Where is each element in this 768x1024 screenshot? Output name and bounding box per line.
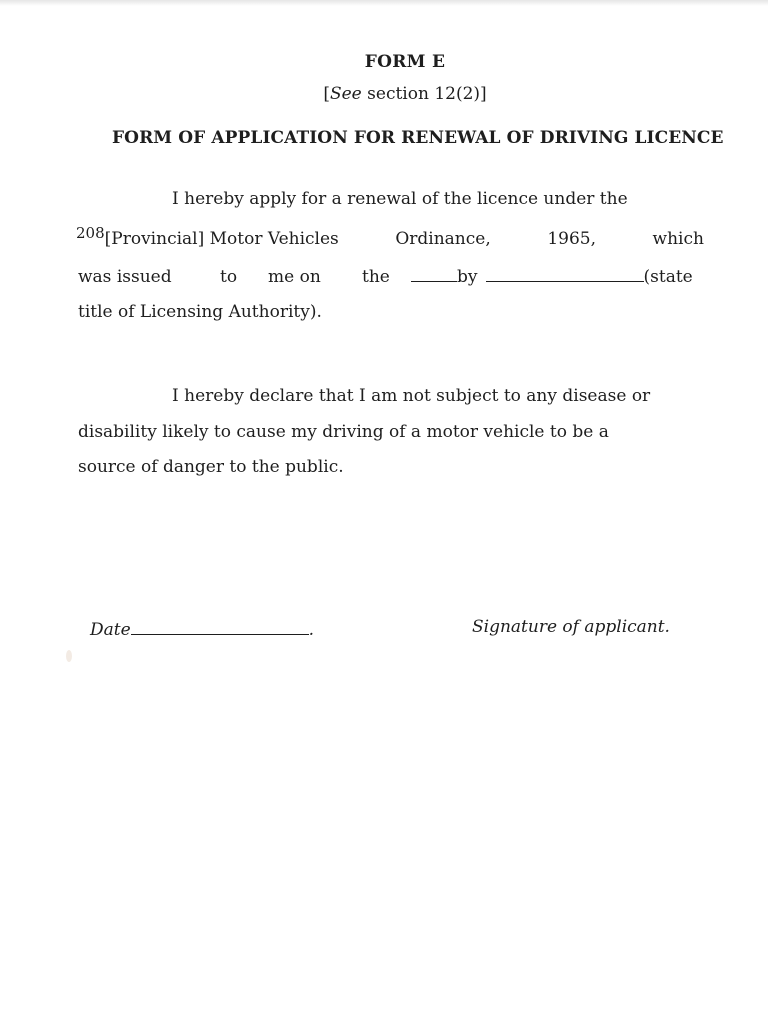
date-field xyxy=(90,620,314,640)
authority-blank xyxy=(486,267,644,282)
line3-word-2: to xyxy=(220,267,238,287)
section-ref-open: [ xyxy=(323,84,330,104)
state-label: (state xyxy=(643,267,693,287)
provincial-motor-vehicles xyxy=(76,224,339,250)
scan-top-edge xyxy=(0,0,768,6)
line3-word-3: me on xyxy=(268,267,321,287)
issue-date-blank xyxy=(411,267,457,282)
line2-word-3: 1965, xyxy=(547,229,596,249)
by-label: by xyxy=(457,267,478,287)
paragraph1-line1: I hereby apply for a renewal of the licence under the xyxy=(172,189,628,209)
form-code-heading: FORM E xyxy=(364,52,446,72)
paragraph2-line1: I hereby declare that I am not subject to any disease or xyxy=(172,386,651,406)
line3-word-4: the xyxy=(362,267,390,287)
paragraph1-line4: title of Licensing Authority). xyxy=(78,302,322,322)
paragraph1-line2 xyxy=(76,224,704,250)
signature-label: Signature of applicant. xyxy=(472,617,670,637)
form-title: FORM OF APPLICATION FOR RENEWAL OF DRIVING LICENCE xyxy=(112,128,724,148)
date-label: Date xyxy=(90,620,131,640)
footnote-reference: 208 xyxy=(76,224,105,242)
line2-word-1: [Provincial] Motor Vehicles xyxy=(104,229,339,249)
issue-date-field xyxy=(411,266,693,288)
line3-word-1: was issued xyxy=(78,267,172,287)
section-ref-rest: section 12(2)] xyxy=(361,84,487,104)
paragraph2-line3: source of danger to the public. xyxy=(78,457,344,477)
date-end: . xyxy=(308,620,315,640)
section-ref-see: See xyxy=(329,84,362,104)
line2-word-4: which xyxy=(652,229,704,249)
paragraph2-line2: disability likely to cause my driving of a motor vehicle to be a xyxy=(78,422,609,442)
section-reference xyxy=(0,84,768,104)
scan-smudge xyxy=(66,650,72,662)
line2-word-2: Ordinance, xyxy=(395,229,491,249)
date-blank xyxy=(131,620,309,635)
